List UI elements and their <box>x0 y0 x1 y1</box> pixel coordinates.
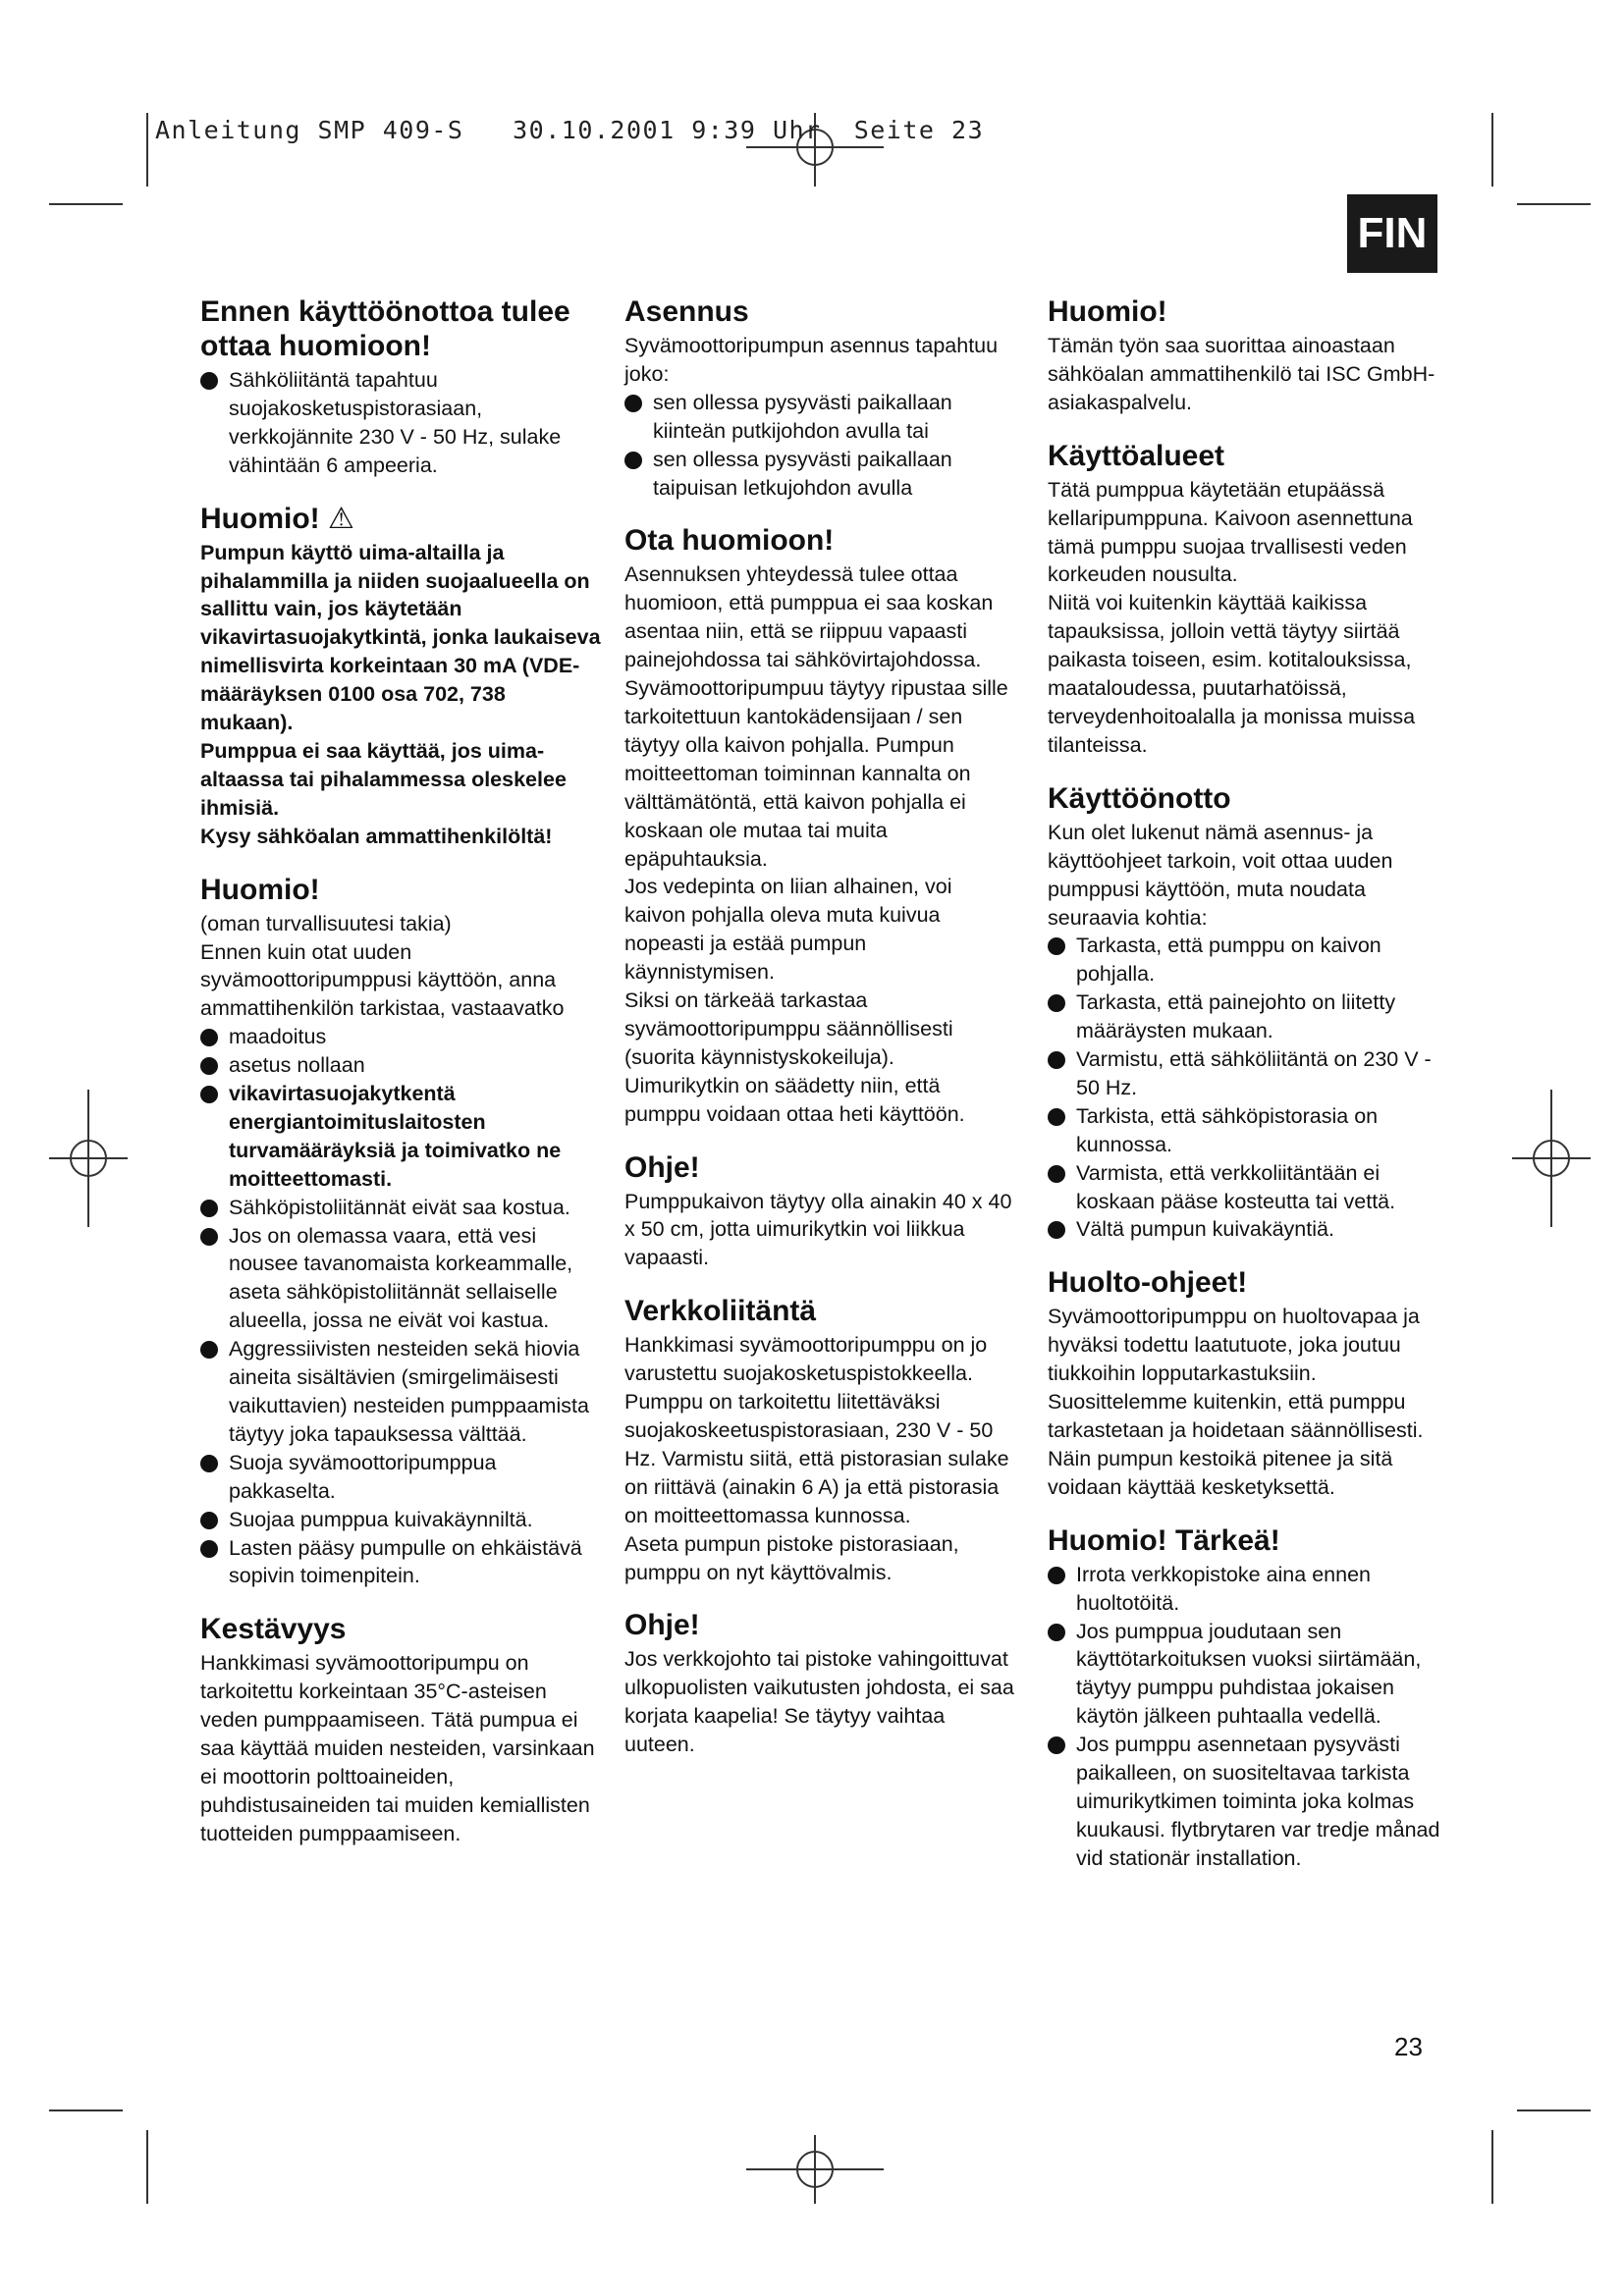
body-text: Aseta pumpun pistoke pistorasiaan, pumppu on nyt käyttövalmis. <box>624 1531 959 1584</box>
list-item: Jos pumppua joudutaan sen käyttötarkoituksen vuoksi siirtämään, täytyy pumppu puhdistaa jokaisen käytön jälkeen puhtaalla vedellä. <box>1048 1618 1440 1732</box>
list-item: Tarkista, että sähköpistorasia on kunnossa. <box>1048 1102 1440 1159</box>
body-text: Hankkimasi syvämoottoripumppu on jo varustettu suojakosketuspistokkeella. Pumppu on tarkoitettu liitettäväksi suojakoskeetuspistorasiaan, 230 V - 50 Hz. Varmistu siitä, että pistorasian sulake on riittävä (ainakin 6 A) ja että pistorasia on moitteettomassa kunnossa. <box>624 1333 1009 1527</box>
section-title: Huomio! <box>200 873 320 906</box>
section-title: Kestävyys <box>200 1613 347 1646</box>
section-title: Ota huomioon! <box>624 524 835 558</box>
section-durability <box>200 1612 603 1847</box>
list-item: vikavirtasuojakytkentä energiantoimituslaitosten turvamääräyksiä ja toimivatko ne moitteettomasti. <box>200 1080 603 1194</box>
bullet-list <box>1048 932 1440 1244</box>
column-1 <box>200 294 603 1870</box>
list-item: Lasten pääsy pumpulle on ehkäistävä sopivin toimenpitein. <box>200 1534 603 1591</box>
section-title: Huomio! Tärkeä! <box>1048 1523 1280 1557</box>
section-title: Ohje! <box>624 1150 700 1184</box>
body-text: Syvämoottoripumppu on huoltovapaa ja hyväksi todettu laatutuote, joka joutuu tiukkoihin lopputarkastuksiin. <box>1048 1305 1420 1386</box>
body-text: Syvämoottoripumpun asennus tapahtuu joko: <box>624 334 999 386</box>
body-text: Uimurikytkin on säädetty niin, että pumppu voidaan ottaa heti käyttöön. <box>624 1073 965 1126</box>
list-item: Sähköliitäntä tapahtuu suojakosketuspistorasiaan, verkkojännite 230 V - 50 Hz, sulake vähintään 6 ampeeria. <box>200 366 603 480</box>
intro-text: (oman turvallisuutesi takia) <box>200 911 452 935</box>
section-title: Verkkoliitäntä <box>624 1295 817 1328</box>
list-item: Aggressiivisten nesteiden sekä hiovia aineita sisältävien (smirgelimäisesti vaikuttavien) nesteiden pumppaamista täytyy joka tapauksessa välttää. <box>200 1335 603 1449</box>
list-item: Suojaa pumppua kuivakäynniltä. <box>200 1506 603 1534</box>
bullet-list <box>624 389 1017 503</box>
list-item: Irrota verkkopistoke aina ennen huoltotöitä. <box>1048 1561 1440 1618</box>
section-maintenance <box>1048 1265 1440 1501</box>
list-item: sen ollessa pysyvästi paikallaan taipuisan letkujohdon avulla <box>624 446 1017 503</box>
list-item: Tarkasta, että pumppu on kaivon pohjalla. <box>1048 932 1440 988</box>
body-text: Tämän työn saa suorittaa ainoastaan sähköalan ammattihenkilö tai ISC GmbH-asiakaspalvelu. <box>1048 334 1435 414</box>
section-before-use <box>200 294 603 480</box>
section-attention <box>1048 294 1440 417</box>
section-instruction-well <box>624 1150 1017 1273</box>
list-item: sen ollessa pysyvästi paikallaan kiinteän putkijohdon avulla tai <box>624 389 1017 446</box>
column-3 <box>1048 294 1440 1895</box>
section-note <box>624 523 1017 1128</box>
section-title: Ohje! <box>624 1609 700 1642</box>
section-title: Asennus <box>624 295 749 328</box>
body-text: Tätä pumppua käytetään etupäässä kellaripumppuna. Kaivoon asennettuna tämä pumppu suojaa trvallisesti veden korkeuden nousulta. <box>1048 477 1413 587</box>
section-installation <box>624 294 1017 502</box>
list-item: maadoitus <box>200 1023 603 1051</box>
body-text: Asennuksen yhteydessä tulee ottaa huomioon, että pumppua ei saa koskan asentaa niin, että se riippuu vapaasti painejohdossa tai sähkövirtajohdossa. Syvämoottoripumpuu täytyy ripustaa sille tarkoitettuun kantokädensijaan / sen täytyy olla kaivon pohjalla. Pumpun moitteettoman toiminnan kannalta on välttämätöntä, että kaivon pohjalla ei koskaan ole mutaa tai muita epäpuhtauksia. <box>624 562 1008 871</box>
section-title: Ennen käyttöönottoa tulee ottaa huomioon! <box>200 295 570 362</box>
page-number: 23 <box>1394 2032 1423 2061</box>
bullet-list <box>1048 1561 1440 1873</box>
list-item: Sähköpistoliitännät eivät saa kostua. <box>200 1194 603 1222</box>
section-instruction-cable <box>624 1608 1017 1759</box>
bullet-list <box>200 1023 603 1590</box>
section-title: Käyttöalueet <box>1048 439 1225 472</box>
body-text: Siksi on tärkeää tarkastaa syvämoottoripumppu säännöllisesti (suorita käynnistyskokeiluja). <box>624 988 953 1069</box>
warning-text: Pumppua ei saa käyttää, jos uima-altaassa tai pihalammessa oleskelee ihmisiä. <box>200 738 567 820</box>
section-mains-connection <box>624 1294 1017 1586</box>
body-text: Pumppukaivon täytyy olla ainakin 40 x 40 x 50 cm, jotta uimurikytkin voi liikkua vapaasti. <box>624 1189 1012 1270</box>
list-item: Varmistu, että sähköliitäntä on 230 V - 50 Hz. <box>1048 1045 1440 1102</box>
list-item: Varmista, että verkkoliitäntään ei koskaan pääse kosteutta tai vettä. <box>1048 1159 1440 1216</box>
section-title: Huolto-ohjeet! <box>1048 1266 1248 1300</box>
list-item: Jos on olemassa vaara, että vesi nousee tavanomaista korkeammalle, aseta sähköpistoliitännät sellaiselle alueella, jossa ne eivät voi kastua. <box>200 1222 603 1336</box>
section-warning-pools <box>200 502 603 851</box>
language-badge: FIN <box>1347 194 1437 273</box>
body-text: Kun olet lukenut nämä asennus- ja käyttöohjeet tarkoin, voit ottaa uuden pumppusi käyttöön, muta noudata seuraavia kohtia: <box>1048 820 1393 930</box>
section-commissioning <box>1048 781 1440 1245</box>
section-title: Huomio! ⚠ <box>200 502 354 535</box>
list-item: Tarkasta, että painejohto on liitetty määräysten mukaan. <box>1048 988 1440 1045</box>
list-item: asetus nollaan <box>200 1051 603 1080</box>
body-text: Ennen kuin otat uuden syvämoottoripumppusi käyttöön, anna ammattihenkilön tarkistaa, vastaavatko <box>200 939 565 1021</box>
body-text: Hankkimasi syvämoottoripumpu on tarkoitettu korkeintaan 35°C-asteisen veden pumppaamiseen. Tätä pumpua ei saa käyttää muiden nesteiden, varsinkaan ei moottorin polttoaineiden, puhdistusaineiden tai muiden kemiallisten tuotteiden pumppaamiseen. <box>200 1651 595 1845</box>
section-important <box>1048 1523 1440 1873</box>
list-item: Vältä pumpun kuivakäyntiä. <box>1048 1215 1440 1244</box>
section-title: Huomio! <box>1048 295 1167 328</box>
list-item: Suoja syvämoottoripumppua pakkaselta. <box>200 1449 603 1506</box>
column-2 <box>624 294 1017 1781</box>
print-header: Anleitung SMP 409-S 30.10.2001 9:39 Uhr Seite 23 <box>155 116 985 144</box>
body-text: Suosittelemme kuitenkin, että pumppu tarkastetaan ja hoidetaan säännöllisesti. Näin pumpun kestoikä pitenee ja sitä voidaan käyttää kesketyksettä. <box>1048 1390 1424 1499</box>
body-text: Niitä voi kuitenkin käyttää kaikissa tapauksissa, jolloin vettä täytyy siirtää paikasta toiseen, esim. kotitalouksissa, maataloudessa, puutarhatöissä, terveydenhoitoalalla ja monissa muissa tilanteissa. <box>1048 591 1416 757</box>
list-item: Jos pumppu asennetaan pysyvästi paikalleen, on suositeltavaa tarkista uimurikytkimen toiminta joka kolmas kuukausi. flytbrytaren var tredje månad vid stationär installation. <box>1048 1731 1440 1873</box>
section-applications <box>1048 439 1440 760</box>
warning-text: Kysy sähköalan ammattihenkilöltä! <box>200 824 553 848</box>
section-title: Käyttöönotto <box>1048 781 1231 815</box>
body-text: Jos verkkojohto tai pistoke vahingoittuvat ulkopuolisten vaikutusten johdosta, ei saa korjata kaapelia! Se täytyy vaihtaa uuteen. <box>624 1647 1014 1757</box>
bullet-list <box>200 366 603 480</box>
body-text: Jos vedepinta on liian alhainen, voi kaivon pohjalla oleva muta kuivua nopeasti ja estää pumpun käynnistymisen. <box>624 875 952 985</box>
section-safety <box>200 873 603 1591</box>
warning-text: Pumpun käyttö uima-altailla ja pihalammilla ja niiden suojaalueella on sallittu vain, jos käytetään vikavirtasuojakytkintä, jonka laukaiseva nimellisvirta korkeintaan 30 mA (VDE-määräyksen 0100 osa 702, 738 mukaan). <box>200 540 601 735</box>
